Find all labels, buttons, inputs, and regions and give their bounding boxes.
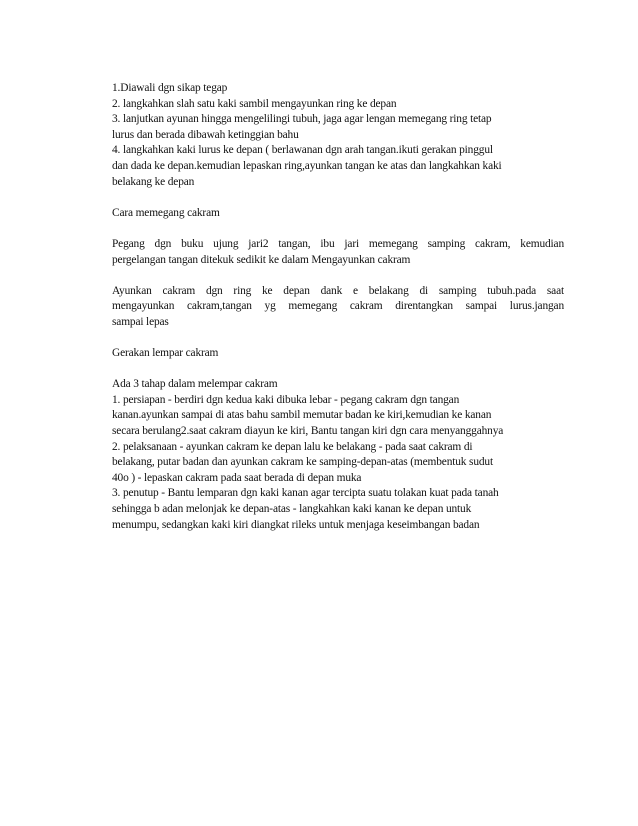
text-line: 3. penutup - Bantu lemparan dgn kaki kanan agar tercipta suatu tolakan kuat pada tanah bbox=[112, 487, 499, 500]
text-line: 40o ) - lepaskan cakram pada saat berada di depan muka bbox=[112, 471, 362, 484]
document-body bbox=[112, 81, 564, 533]
text-line: secara berulang2.saat cakram diayun ke kiri, Bantu tangan kiri dgn cara menyanggahnya bbox=[112, 425, 504, 438]
text-line: Gerakan lempar cakram bbox=[112, 347, 219, 360]
text-line: 1.Diawali dgn sikap tegap bbox=[112, 82, 228, 94]
text-line: dan dada ke depan.kemudian lepaskan ring,ayunkan tangan ke atas dan langkahkan kaki bbox=[112, 159, 502, 172]
paragraph-gap bbox=[112, 190, 564, 206]
paragraph-gap bbox=[112, 268, 564, 284]
text-line: Cara memegang cakram bbox=[112, 206, 220, 219]
text-line: 2. langkahkan slah satu kaki sambil mengayunkan ring ke depan bbox=[112, 97, 397, 110]
text-line: lurus dan berada dibawah ketinggian bahu bbox=[112, 128, 299, 141]
text-line: belakang ke depan bbox=[112, 175, 195, 188]
text-line: belakang, putar badan dan ayunkan cakram ke samping-depan-atas (membentuk sudut bbox=[112, 456, 493, 469]
text-line: 3. lanjutkan ayunan hingga mengelilingi tubuh, jaga agar lengan memegang ring tetap bbox=[112, 113, 492, 126]
paragraph-gap bbox=[112, 362, 564, 378]
text-line: 2. pelaksanaan - ayunkan cakram ke depan lalu ke belakang - pada saat cakram di bbox=[112, 440, 473, 453]
text-line: pergelangan tangan ditekuk sedikit ke dalam Mengayunkan cakram bbox=[112, 253, 411, 266]
text-line: Ayunkan cakram dgn ring ke depan dank e belakang di samping tubuh.pada saat bbox=[112, 284, 564, 297]
text-line: kanan.ayunkan sampai di atas bahu sambil memutar badan ke kiri,kemudian ke kanan bbox=[112, 409, 492, 422]
text-line: mengayunkan cakram,tangan yg memegang cakram direntangkan sampai lurus.jangan bbox=[112, 300, 564, 313]
text-line: menumpu, sedangkan kaki kiri diangkat rileks untuk menjaga keseimbangan badan bbox=[112, 518, 480, 531]
text-line: Pegang dgn buku ujung jari2 tangan, ibu jari memegang samping cakram, kemudian bbox=[112, 237, 564, 250]
text-line: 1. persiapan - berdiri dgn kedua kaki dibuka lebar - pegang cakram dgn tangan bbox=[112, 393, 460, 406]
text-line: Ada 3 tahap dalam melempar cakram bbox=[112, 378, 278, 391]
text-line: sampai lepas bbox=[112, 315, 169, 328]
text-line: 4. langkahkan kaki lurus ke depan ( berlawanan dgn arah tangan.ikuti gerakan pinggul bbox=[112, 144, 493, 157]
paragraph-gap bbox=[112, 221, 564, 237]
text-line: sehingga b adan melonjak ke depan-atas - langkahkan kaki kanan ke depan untuk bbox=[112, 503, 472, 516]
paragraph-gap bbox=[112, 331, 564, 347]
